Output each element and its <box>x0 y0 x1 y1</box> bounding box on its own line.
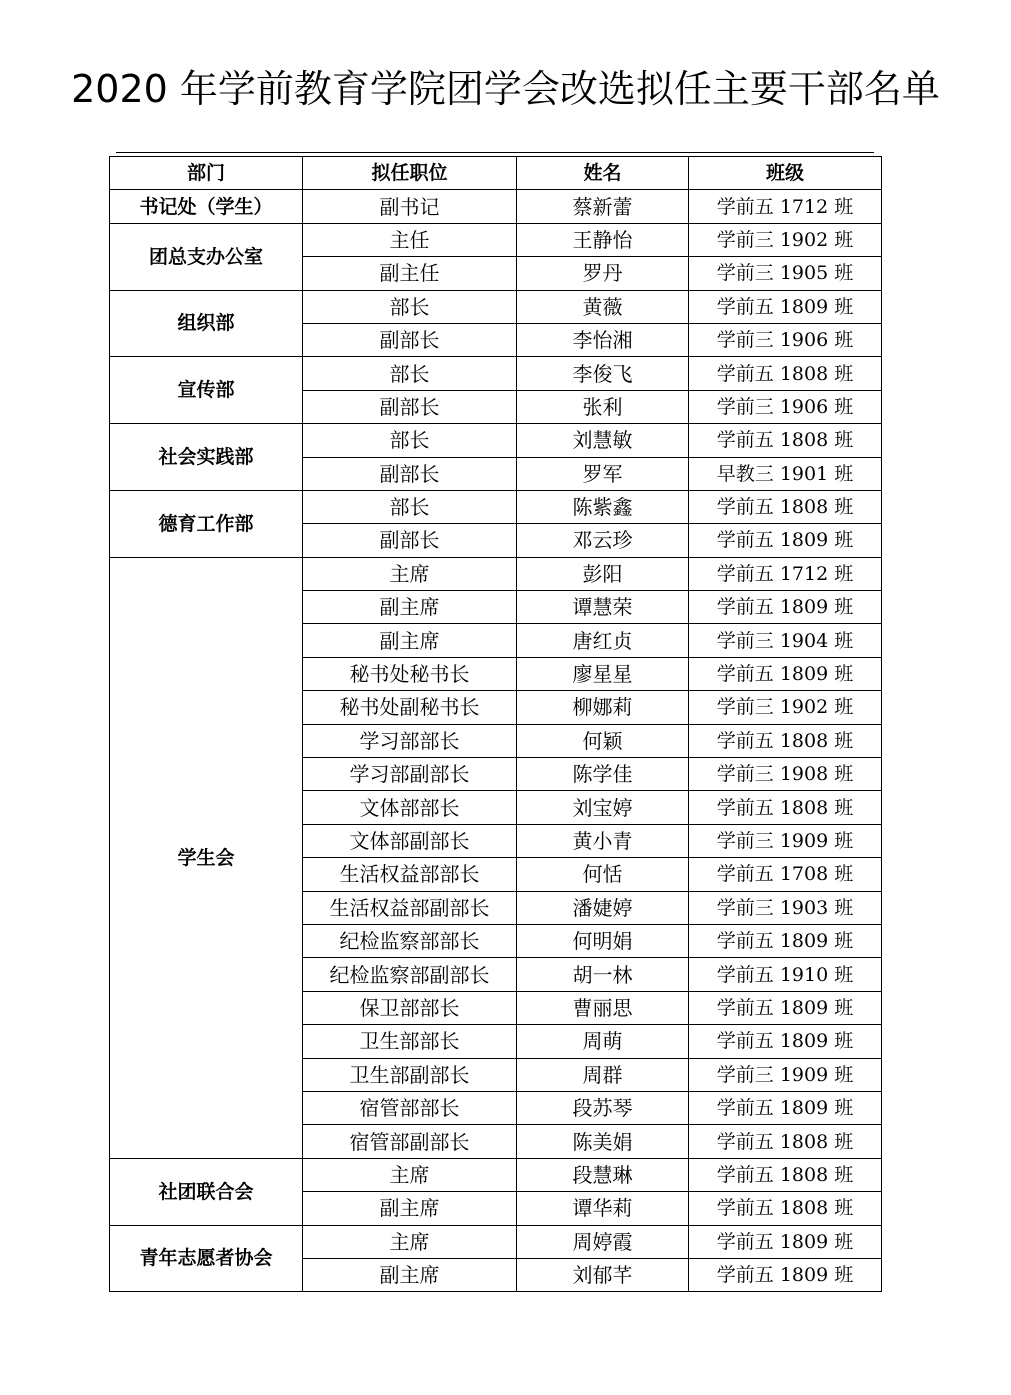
class-cell: 学前五 1809 班 <box>689 1225 882 1258</box>
position-cell: 卫生部副部长 <box>303 1058 517 1091</box>
class-cell: 学前五 1808 班 <box>689 490 882 523</box>
position-cell: 副书记 <box>303 190 517 223</box>
class-cell: 学前五 1809 班 <box>689 591 882 624</box>
position-cell: 生活权益部副部长 <box>303 891 517 924</box>
name-cell: 罗丹 <box>517 257 689 290</box>
position-cell: 宿管部部长 <box>303 1091 517 1124</box>
position-cell: 主席 <box>303 1158 517 1191</box>
class-cell: 学前五 1712 班 <box>689 190 882 223</box>
class-cell: 学前三 1903 班 <box>689 891 882 924</box>
class-cell: 学前五 1808 班 <box>689 724 882 757</box>
name-cell: 陈美娟 <box>517 1125 689 1158</box>
department-cell: 团总支办公室 <box>110 223 303 290</box>
position-cell: 副部长 <box>303 524 517 557</box>
name-cell: 何恬 <box>517 858 689 891</box>
name-cell: 李怡湘 <box>517 323 689 356</box>
class-cell: 学前五 1809 班 <box>689 657 882 690</box>
header-department: 部门 <box>110 157 303 190</box>
class-cell: 学前五 1708 班 <box>689 858 882 891</box>
table-row <box>110 424 882 457</box>
position-cell: 部长 <box>303 424 517 457</box>
name-cell: 刘宝婷 <box>517 791 689 824</box>
name-cell: 彭阳 <box>517 557 689 590</box>
class-cell: 学前五 1910 班 <box>689 958 882 991</box>
table-row <box>110 557 882 590</box>
class-cell: 学前三 1908 班 <box>689 758 882 791</box>
position-cell: 部长 <box>303 490 517 523</box>
class-cell: 学前五 1808 班 <box>689 424 882 457</box>
department-cell: 青年志愿者协会 <box>110 1225 303 1292</box>
header-class: 班级 <box>689 157 882 190</box>
position-cell: 副主任 <box>303 257 517 290</box>
name-cell: 何颖 <box>517 724 689 757</box>
name-cell: 周婷霞 <box>517 1225 689 1258</box>
name-cell: 李俊飞 <box>517 357 689 390</box>
position-cell: 副主席 <box>303 1258 517 1291</box>
top-rule <box>116 152 874 153</box>
name-cell: 黄薇 <box>517 290 689 323</box>
name-cell: 周萌 <box>517 1025 689 1058</box>
name-cell: 王静怡 <box>517 223 689 256</box>
position-cell: 副部长 <box>303 390 517 423</box>
name-cell: 谭慧荣 <box>517 591 689 624</box>
department-cell: 社会实践部 <box>110 424 303 491</box>
table-row <box>110 1225 882 1258</box>
header-position: 拟任职位 <box>303 157 517 190</box>
class-cell: 学前五 1809 班 <box>689 290 882 323</box>
class-cell: 学前五 1809 班 <box>689 524 882 557</box>
name-cell: 黄小青 <box>517 824 689 857</box>
position-cell: 副部长 <box>303 457 517 490</box>
position-cell: 生活权益部部长 <box>303 858 517 891</box>
position-cell: 保卫部部长 <box>303 991 517 1024</box>
class-cell: 学前三 1909 班 <box>689 1058 882 1091</box>
name-cell: 周群 <box>517 1058 689 1091</box>
department-cell: 学生会 <box>110 557 303 1158</box>
table-row <box>110 190 882 223</box>
class-cell: 学前三 1902 班 <box>689 691 882 724</box>
name-cell: 柳娜莉 <box>517 691 689 724</box>
name-cell: 刘郁芊 <box>517 1258 689 1291</box>
name-cell: 张利 <box>517 390 689 423</box>
roster-body <box>110 190 882 1292</box>
position-cell: 副部长 <box>303 323 517 356</box>
position-cell: 副主席 <box>303 624 517 657</box>
name-cell: 潘婕婷 <box>517 891 689 924</box>
name-cell: 蔡新蕾 <box>517 190 689 223</box>
department-cell: 组织部 <box>110 290 303 357</box>
position-cell: 卫生部部长 <box>303 1025 517 1058</box>
position-cell: 部长 <box>303 357 517 390</box>
class-cell: 学前三 1909 班 <box>689 824 882 857</box>
class-cell: 学前五 1808 班 <box>689 1125 882 1158</box>
class-cell: 学前五 1809 班 <box>689 924 882 957</box>
name-cell: 邓云珍 <box>517 524 689 557</box>
position-cell: 主席 <box>303 557 517 590</box>
name-cell: 段苏琴 <box>517 1091 689 1124</box>
department-cell: 德育工作部 <box>110 490 303 557</box>
name-cell: 谭华莉 <box>517 1192 689 1225</box>
class-cell: 学前三 1906 班 <box>689 323 882 356</box>
department-cell: 社团联合会 <box>110 1158 303 1225</box>
position-cell: 秘书处副秘书长 <box>303 691 517 724</box>
class-cell: 学前三 1904 班 <box>689 624 882 657</box>
class-cell: 学前三 1902 班 <box>689 223 882 256</box>
position-cell: 主任 <box>303 223 517 256</box>
position-cell: 纪检监察部部长 <box>303 924 517 957</box>
name-cell: 胡一林 <box>517 958 689 991</box>
table-row <box>110 1158 882 1191</box>
class-cell: 学前五 1712 班 <box>689 557 882 590</box>
class-cell: 学前三 1906 班 <box>689 390 882 423</box>
table-row <box>110 490 882 523</box>
name-cell: 唐红贞 <box>517 624 689 657</box>
position-cell: 文体部部长 <box>303 791 517 824</box>
name-cell: 陈紫鑫 <box>517 490 689 523</box>
class-cell: 学前五 1809 班 <box>689 1258 882 1291</box>
name-cell: 曹丽思 <box>517 991 689 1024</box>
name-cell: 罗军 <box>517 457 689 490</box>
position-cell: 副主席 <box>303 1192 517 1225</box>
class-cell: 学前五 1808 班 <box>689 1158 882 1191</box>
position-cell: 秘书处秘书长 <box>303 657 517 690</box>
class-cell: 学前五 1809 班 <box>689 991 882 1024</box>
page-title: 2020 年学前教育学院团学会改选拟任主要干部名单 <box>71 67 940 111</box>
cadre-roster-table <box>109 156 882 1292</box>
position-cell: 副主席 <box>303 591 517 624</box>
header-name: 姓名 <box>517 157 689 190</box>
class-cell: 早教三 1901 班 <box>689 457 882 490</box>
class-cell: 学前五 1808 班 <box>689 791 882 824</box>
name-cell: 廖星星 <box>517 657 689 690</box>
class-cell: 学前五 1808 班 <box>689 1192 882 1225</box>
position-cell: 纪检监察部副部长 <box>303 958 517 991</box>
class-cell: 学前五 1808 班 <box>689 357 882 390</box>
position-cell: 部长 <box>303 290 517 323</box>
class-cell: 学前三 1905 班 <box>689 257 882 290</box>
class-cell: 学前五 1809 班 <box>689 1091 882 1124</box>
class-cell: 学前五 1809 班 <box>689 1025 882 1058</box>
name-cell: 刘慧敏 <box>517 424 689 457</box>
header-row <box>110 157 882 190</box>
department-cell: 宣传部 <box>110 357 303 424</box>
name-cell: 段慧琳 <box>517 1158 689 1191</box>
position-cell: 学习部部长 <box>303 724 517 757</box>
name-cell: 何明娟 <box>517 924 689 957</box>
table-row <box>110 223 882 256</box>
position-cell: 学习部副部长 <box>303 758 517 791</box>
department-cell: 书记处（学生） <box>110 190 303 223</box>
position-cell: 主席 <box>303 1225 517 1258</box>
name-cell: 陈学佳 <box>517 758 689 791</box>
position-cell: 宿管部副部长 <box>303 1125 517 1158</box>
table-row <box>110 357 882 390</box>
table-row <box>110 290 882 323</box>
position-cell: 文体部副部长 <box>303 824 517 857</box>
